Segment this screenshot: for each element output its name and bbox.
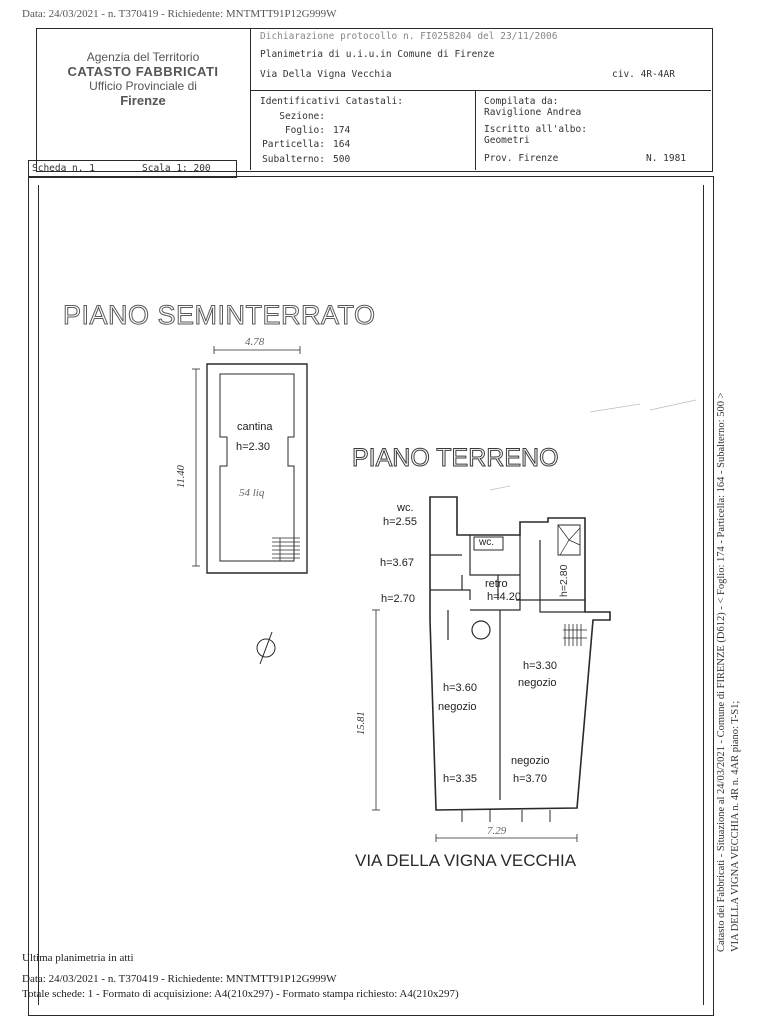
room-negozio-2: negozio — [438, 701, 477, 713]
height-3-67: h=3.67 — [380, 557, 414, 569]
side-situation-text: Catasto dei Fabbricati - Situazione al 24/03/2021 - Comune di FIRENZE (D612) - < Foglio: 174 - Particella: 164 - Subalterno: 500 > — [716, 392, 727, 952]
scheda-number: Scheda n. 1 — [32, 163, 95, 174]
room-negozio-3: negozio — [511, 755, 550, 767]
height-3-70: h=3.70 — [513, 773, 547, 785]
office-label: Ufficio Provinciale di — [89, 79, 197, 93]
front-width-dim: 7.29 — [487, 825, 507, 837]
footer-request-stamp: Data: 24/03/2021 - n. T370419 - Richiedente: MNTMTT91P12G999W — [22, 973, 337, 985]
cantina-height: h=2.30 — [236, 441, 270, 453]
protocol-line: Dichiarazione protocollo n. FI0258204 del 23/11/2006 — [260, 31, 558, 42]
office-city: Firenze — [120, 93, 166, 108]
compilata-label: Compilata da: — [484, 96, 559, 107]
room-retro-height: h=4.20 — [487, 591, 521, 603]
last-plan-note: Ultima planimetria in atti — [22, 952, 134, 964]
cantina-note: 54 liq — [239, 487, 265, 499]
room-negozio-1-height: h=3.30 — [523, 660, 557, 672]
side-length-dim: 15.81 — [356, 711, 367, 735]
planimetria-line: Planimetria di u.i.u.in Comune di Firenze — [260, 49, 495, 60]
room-negozio-1: negozio — [518, 677, 557, 689]
agency-name: Agenzia del Territorio — [86, 50, 200, 64]
footer-format-info: Totale schede: 1 - Formato di acquisizione: A4(210x297) - Formato stampa richiesto: A4(210x297) — [22, 988, 459, 1000]
street-label: VIA DELLA VIGNA VECCHIA — [355, 851, 577, 870]
albo-label: Iscritto all'albo: — [484, 124, 587, 135]
cantina-label: cantina — [237, 421, 273, 433]
particella-label: Particella: — [262, 139, 325, 150]
foglio-label: Foglio: — [284, 125, 325, 136]
subalterno-value: 500 — [333, 154, 351, 165]
subalterno-label: Subalterno: — [262, 154, 325, 165]
identificativi-heading: Identificativi Catastali: — [260, 96, 403, 107]
address-line: Via Della Vigna Vecchia — [260, 69, 392, 80]
request-stamp: Data: 24/03/2021 - n. T370419 - Richiedente: MNTMTT91P12G999W — [22, 8, 337, 20]
civic-number: civ. 4R-4AR — [612, 69, 675, 80]
scale: Scala 1: 200 — [142, 163, 211, 174]
cantina-width-dim: 4.78 — [245, 336, 265, 348]
title-ground-floor: PIANO TERRENO — [352, 444, 559, 472]
province: Prov. Firenze — [484, 153, 559, 164]
particella-value: 164 — [333, 139, 351, 150]
height-2-80: h=2.80 — [558, 564, 570, 597]
title-basement: PIANO SEMINTERRATO — [63, 300, 376, 330]
albo-value: Geometri — [484, 135, 530, 146]
catasto-title: CATASTO FABBRICATI — [67, 64, 219, 79]
room-wc-1: wc. — [397, 502, 414, 514]
foglio-value: 174 — [333, 125, 351, 136]
room-negozio-2-height: h=3.60 — [443, 682, 477, 694]
sezione-label: Sezione: — [279, 111, 325, 122]
compiler-name: Raviglione Andrea — [484, 107, 582, 118]
height-2-70: h=2.70 — [381, 593, 415, 605]
height-3-35: h=3.35 — [443, 773, 477, 785]
registration-number: N. 1981 — [646, 153, 687, 164]
room-wc-1-height: h=2.55 — [383, 516, 417, 528]
room-wc-2: wc. — [479, 537, 494, 548]
side-address-text: VIA DELLA VIGNA VECCHIA n. 4R n. 4AR piano: T-S1; — [730, 700, 741, 952]
room-retro: retro — [485, 578, 508, 590]
cantina-height-dim: 11.40 — [176, 465, 187, 488]
